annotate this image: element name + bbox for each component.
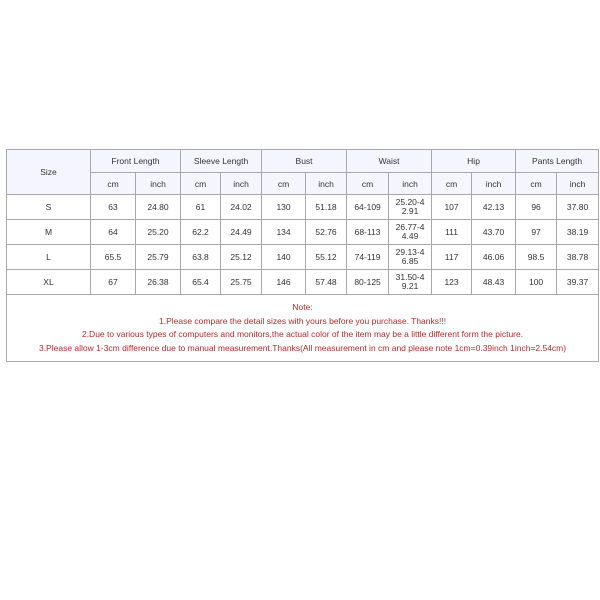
measurement-cell-line: 4.49 [401, 231, 419, 241]
unit-header: inch [136, 173, 181, 195]
measurement-cell: 57.48 [306, 270, 347, 295]
measurement-cell: 43.70 [472, 220, 516, 245]
measurement-cell: 111 [432, 220, 472, 245]
measurement-cell-line: 9.21 [401, 281, 419, 291]
measurement-cell-line: 6.85 [401, 256, 419, 266]
measurement-cell: 65.5 [91, 245, 136, 270]
measurement-cell: 25.79 [136, 245, 181, 270]
unit-header: cm [91, 173, 136, 195]
measurement-cell: 62.2 [181, 220, 221, 245]
measurement-cell: 98.5 [516, 245, 557, 270]
measurement-cell: 100 [516, 270, 557, 295]
measurement-cell: 52.76 [306, 220, 347, 245]
size-column-header: Size [7, 150, 91, 195]
measurement-cell [389, 245, 432, 270]
unit-header: inch [472, 173, 516, 195]
size-cell: L [7, 245, 91, 270]
measurement-cell: 65.4 [181, 270, 221, 295]
table-row [7, 220, 599, 245]
measurement-group-header: Front Length [91, 150, 181, 173]
measurement-cell: 74-119 [347, 245, 389, 270]
measurement-cell: 25.20 [136, 220, 181, 245]
measurement-cell: 38.19 [557, 220, 599, 245]
measurement-cell-line: 2.91 [401, 206, 419, 216]
unit-header: inch [557, 173, 599, 195]
measurement-cell: 24.49 [221, 220, 262, 245]
unit-header: cm [181, 173, 221, 195]
measurement-cell: 68-113 [347, 220, 389, 245]
measurement-cell: 61 [181, 195, 221, 220]
unit-header: cm [347, 173, 389, 195]
size-chart-table [6, 149, 599, 362]
table-row [7, 270, 599, 295]
table-row [7, 245, 599, 270]
measurement-cell: 46.06 [472, 245, 516, 270]
unit-header: cm [262, 173, 306, 195]
size-cell: XL [7, 270, 91, 295]
measurement-cell: 51.18 [306, 195, 347, 220]
measurement-group-header: Sleeve Length [181, 150, 262, 173]
measurement-cell: 140 [262, 245, 306, 270]
size-chart-body [7, 150, 599, 362]
unit-header: cm [432, 173, 472, 195]
unit-header: inch [221, 173, 262, 195]
measurement-cell: 64 [91, 220, 136, 245]
measurement-cell: 146 [262, 270, 306, 295]
measurement-cell [389, 195, 432, 220]
unit-header: inch [389, 173, 432, 195]
notes-row [7, 295, 599, 362]
measurement-cell: 130 [262, 195, 306, 220]
measurement-group-header: Pants Length [516, 150, 599, 173]
measurement-cell: 26.38 [136, 270, 181, 295]
measurement-cell [389, 270, 432, 295]
measurement-group-header: Hip [432, 150, 516, 173]
note-line: 1.Please compare the detail sizes with yours before you purchase. Thanks!!! [158, 315, 447, 326]
note-line: 2.Due to various types of computers and monitors,the actual color of the item may be a little different form the picture. [81, 329, 524, 339]
measurement-cell: 117 [432, 245, 472, 270]
measurement-cell: 24.02 [221, 195, 262, 220]
measurement-cell: 25.75 [221, 270, 262, 295]
measurement-cell: 96 [516, 195, 557, 220]
measurement-cell: 24.80 [136, 195, 181, 220]
table-row [7, 195, 599, 220]
measurement-cell: 25.12 [221, 245, 262, 270]
notes-title: Note: [292, 302, 313, 312]
measurement-cell: 39.37 [557, 270, 599, 295]
measurement-cell: 48.43 [472, 270, 516, 295]
measurement-cell: 38.78 [557, 245, 599, 270]
measurement-cell-line: 26.77-4 [395, 222, 425, 232]
measurement-cell: 55.12 [306, 245, 347, 270]
measurement-cell: 64-109 [347, 195, 389, 220]
measurement-cell: 37.80 [557, 195, 599, 220]
measurement-cell-line: 29.13-4 [395, 247, 425, 257]
measurement-cell: 42.13 [472, 195, 516, 220]
unit-header: inch [306, 173, 347, 195]
measurement-cell: 97 [516, 220, 557, 245]
measurement-cell: 67 [91, 270, 136, 295]
measurement-cell-line: 25.20-4 [395, 197, 425, 207]
measurement-cell: 123 [432, 270, 472, 295]
group-header-row [7, 150, 599, 173]
measurement-cell: 107 [432, 195, 472, 220]
measurement-group-header: Waist [347, 150, 432, 173]
measurement-cell: 80-125 [347, 270, 389, 295]
measurement-cell: 63.8 [181, 245, 221, 270]
measurement-cell [389, 220, 432, 245]
unit-header-row [7, 173, 599, 195]
note-line: 3.Please allow 1-3cm difference due to manual measurement.Thanks(All measurement in cm and please note 1cm=0.39inch 1inch=2.54cm) [38, 342, 567, 353]
measurement-cell: 134 [262, 220, 306, 245]
measurement-cell-line: 31.50-4 [395, 272, 425, 282]
size-cell: S [7, 195, 91, 220]
notes-cell [7, 295, 599, 362]
unit-header: cm [516, 173, 557, 195]
size-cell: M [7, 220, 91, 245]
measurement-cell: 63 [91, 195, 136, 220]
measurement-group-header: Bust [262, 150, 347, 173]
